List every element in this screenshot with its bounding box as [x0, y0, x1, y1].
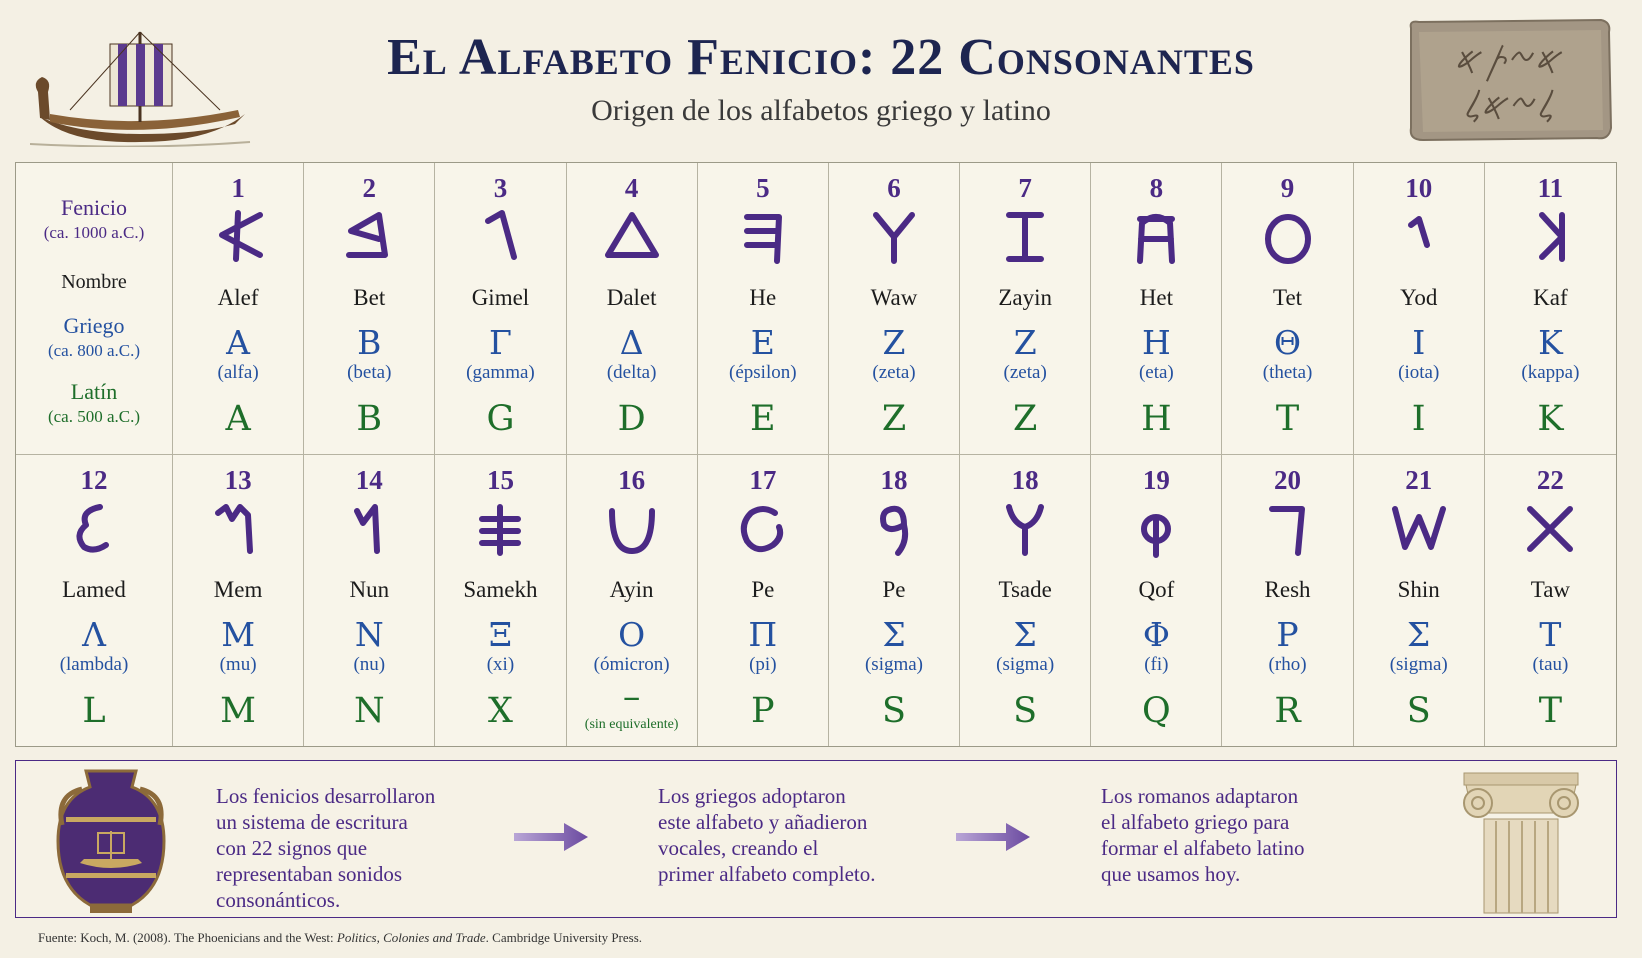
letter-name: Lamed [62, 576, 126, 602]
letter-number: 4 [624, 173, 639, 203]
p2-line: primer alfabeto completo. [658, 862, 876, 886]
letter-number: 17 [749, 464, 777, 495]
letter-name: Ayin [609, 576, 654, 602]
phoenician-glyph [602, 209, 662, 267]
greek-letter: Ζ [1013, 323, 1037, 362]
greek-name: (ómicron) [593, 653, 670, 675]
letter-cell [16, 455, 173, 747]
latin-letter: R [1274, 690, 1301, 731]
letter-number: 21 [1405, 464, 1433, 495]
latin-letter: Z [881, 399, 907, 439]
label-fenicio-date: (ca. 1000 a.C.) [43, 223, 145, 242]
greek-name: (mu) [219, 653, 257, 675]
latin-letter: M [220, 690, 256, 731]
phoenician-glyph [1389, 209, 1449, 267]
letter-name: Pe [882, 576, 906, 602]
greek-letter: Ξ [488, 614, 513, 654]
latin-letter: B [356, 399, 383, 439]
phoenician-glyph [864, 209, 924, 267]
greek-name: (eta) [1138, 362, 1174, 383]
arrow-right-icon [956, 819, 1032, 859]
p3-line: el alfabeto griego para [1101, 810, 1290, 834]
letter-name: Tsade [998, 576, 1052, 602]
ionic-column-illustration [1456, 769, 1586, 918]
greek-name: (sigma) [996, 653, 1055, 675]
letter-name: Samekh [463, 576, 538, 602]
latin-letter: A [225, 399, 251, 439]
latin-letter: S [1406, 690, 1431, 731]
phoenician-glyph [208, 209, 268, 267]
label-fenicio: Fenicio [61, 195, 127, 220]
greek-name: (xi) [486, 653, 515, 675]
phoenician-glyph [1258, 209, 1318, 267]
letter-number: 7 [1018, 173, 1032, 203]
letter-number: 13 [224, 464, 252, 495]
letter-cell [304, 163, 435, 455]
letter-name: Qof [1138, 576, 1175, 602]
greek-name: (theta) [1262, 362, 1313, 383]
letter-cell [1222, 455, 1353, 747]
latin-letter: X [487, 690, 513, 731]
phoenician-glyph [470, 501, 530, 559]
greek-name: (zeta) [1003, 362, 1047, 383]
greek-letter: Η [1141, 323, 1171, 362]
letter-cell [1091, 163, 1222, 455]
phoenician-glyph [470, 209, 530, 267]
header [0, 0, 1642, 150]
p1-line: consonánticos. [216, 888, 341, 912]
greek-name: (tau) [1532, 653, 1569, 675]
letter-cell [1222, 163, 1353, 455]
letter-cell [173, 455, 304, 747]
alphabet-table [15, 162, 1617, 747]
letter-cell [1354, 455, 1485, 747]
letter-cell [1485, 455, 1616, 747]
greek-letter: Σ [1013, 614, 1037, 654]
letter-name: Taw [1530, 576, 1571, 602]
letter-cell [829, 163, 960, 455]
p1-line: Los fenicios desarrollaron [216, 784, 436, 808]
letter-cell [698, 163, 829, 455]
label-latin: Latín [70, 379, 118, 404]
letter-number: 12 [80, 464, 108, 495]
letter-name: Dalet [606, 285, 657, 310]
p1-line: representaban sonidos [216, 862, 403, 886]
phoenician-glyph [1389, 501, 1449, 559]
latin-letter: T [1275, 399, 1300, 439]
letter-number: 19 [1142, 464, 1170, 495]
letter-name: He [749, 285, 777, 310]
letter-number: 9 [1280, 173, 1295, 203]
greek-letter: Γ [488, 323, 512, 362]
greek-letter: Τ [1539, 614, 1562, 654]
letter-number: 2 [362, 173, 377, 203]
phoenician-glyph [733, 209, 793, 267]
history-panel [15, 760, 1617, 918]
greek-letter: Π [748, 614, 778, 654]
letter-name: Nun [349, 576, 390, 602]
letter-number: 1 [231, 173, 245, 203]
p2-line: este alfabeto y añadieron [658, 810, 868, 834]
latin-letter: P [751, 690, 775, 731]
arrow-right-icon [514, 819, 590, 859]
letter-cell [567, 455, 698, 747]
greek-letter: Ν [354, 614, 384, 654]
letter-name: Shin [1397, 576, 1440, 602]
greek-name: (kappa) [1521, 362, 1580, 383]
greek-letter: Ζ [882, 323, 906, 362]
row-labels-top [16, 163, 173, 455]
label-nombre: Nombre [61, 271, 127, 293]
greek-name: (zeta) [872, 362, 916, 383]
latin-letter: Q [1142, 690, 1171, 731]
letter-cell [173, 163, 304, 455]
phoenician-glyph [733, 501, 793, 559]
letter-name: Waw [870, 285, 918, 310]
greek-name: (rho) [1268, 653, 1307, 675]
phoenician-glyph [1126, 501, 1186, 559]
phoenician-glyph [208, 501, 268, 559]
letter-cell [567, 163, 698, 455]
letter-name: Mem [213, 576, 263, 602]
letter-number: 10 [1405, 173, 1433, 203]
letter-name: Pe [751, 576, 775, 602]
latin-letter: G [486, 399, 515, 439]
greek-name: (lambda) [59, 653, 129, 675]
greek-name: (gamma) [466, 362, 535, 383]
label-latin-date: (ca. 500 a.C.) [47, 407, 141, 426]
greek-letter: Β [357, 323, 382, 362]
letter-cell [1354, 163, 1485, 455]
greek-letter: Λ [82, 614, 106, 654]
phoenician-glyph [1520, 209, 1580, 267]
p2-line: Los griegos adoptaron [658, 784, 846, 808]
p3-line: Los romanos adaptaron [1101, 784, 1299, 808]
greek-letter: Φ [1142, 614, 1170, 654]
latin-letter: D [617, 399, 646, 439]
letter-number: 16 [618, 464, 646, 495]
letter-name: Bet [353, 285, 386, 310]
p3-line: formar el alfabeto latino [1101, 836, 1305, 860]
amphora-illustration [46, 765, 176, 919]
page-subtitle: Origen de los alfabetos griego y latino [591, 94, 1051, 127]
greek-letter: Θ [1274, 323, 1302, 362]
greek-letter: Ο [618, 614, 646, 654]
p1-line: un sistema de escritura [216, 810, 408, 834]
greek-letter: Δ [619, 323, 644, 362]
paragraph-romans [1101, 783, 1381, 887]
latin-letter: H [1141, 399, 1172, 439]
greek-letter: Ρ [1276, 614, 1299, 654]
p2-line: vocales, creando el [658, 836, 819, 860]
letter-number: 22 [1536, 464, 1564, 495]
phoenician-glyph [1126, 209, 1186, 267]
paragraph-phoenicians [216, 783, 496, 913]
phoenician-glyph [339, 501, 399, 559]
letter-number: 20 [1274, 464, 1302, 495]
phoenician-glyph [64, 501, 124, 559]
latin-letter: N [353, 690, 385, 731]
greek-letter: Κ [1538, 323, 1563, 362]
letter-cell [1091, 455, 1222, 747]
page-title: El Alfabeto Fenicio: 22 Consonantes [387, 29, 1255, 86]
source-title: Politics, Colonies and Trade [336, 930, 486, 945]
letter-name: Alef [217, 285, 259, 310]
letter-name: Gimel [471, 285, 530, 310]
letter-cell [435, 163, 566, 455]
greek-name: (fi) [1144, 653, 1169, 675]
phoenician-glyph [339, 209, 399, 267]
inscription-row-1: 𐤀𐤆𐤕𐤀 [1455, 39, 1565, 83]
letter-cell [829, 455, 960, 747]
letter-cell [435, 455, 566, 747]
letter-number: 8 [1149, 173, 1164, 203]
latin-letter: S [1013, 690, 1038, 731]
latin-note: (sin equivalente) [584, 716, 679, 732]
latin-letter: E [750, 399, 776, 439]
phoenician-glyph [864, 501, 924, 559]
label-griego-date: (ca. 800 a.C.) [47, 341, 141, 360]
greek-letter: Μ [221, 614, 255, 654]
inscription-stone [1405, 18, 1615, 147]
paragraph-greeks [658, 783, 938, 887]
letter-number: 18 [1011, 464, 1039, 495]
greek-name: (alfa) [217, 362, 259, 383]
source-citation [38, 930, 642, 946]
greek-name: (nu) [353, 653, 386, 675]
letter-number: 3 [493, 173, 508, 203]
greek-name: (sigma) [864, 653, 924, 675]
greek-name: (épsilon) [729, 362, 797, 383]
greek-letter: Α [226, 323, 250, 362]
greek-letter: Σ [882, 614, 906, 654]
letter-number: 5 [756, 173, 770, 203]
source-suffix: . Cambridge University Press. [485, 930, 643, 945]
greek-name: (delta) [606, 362, 657, 383]
phoenician-glyph [995, 209, 1055, 267]
phoenician-glyph [602, 501, 662, 559]
greek-name: (sigma) [1389, 653, 1448, 675]
greek-letter: Ε [750, 323, 775, 362]
letter-number: 18 [880, 464, 908, 495]
latin-letter: S [882, 690, 906, 731]
letter-name: Kaf [1533, 285, 1568, 310]
greek-name: (iota) [1398, 362, 1440, 383]
letter-name: Het [1139, 285, 1173, 310]
phoenician-glyph [1258, 501, 1318, 559]
p1-line: con 22 signos que [216, 836, 368, 860]
letter-name: Resh [1264, 576, 1311, 602]
greek-letter: Ι [1412, 323, 1426, 362]
letter-cell [304, 455, 435, 747]
greek-name: (beta) [347, 362, 392, 383]
latin-letter: K [1537, 399, 1564, 439]
latin-letter: L [82, 690, 106, 731]
label-griego: Griego [63, 313, 125, 338]
letter-name: Zayin [998, 285, 1052, 310]
phoenician-glyph [1520, 501, 1580, 559]
letter-number: 14 [355, 464, 383, 495]
letter-cell [960, 163, 1091, 455]
source-prefix: Fuente: Koch, M. (2008). The Phoenicians and the West: [38, 930, 337, 945]
letter-number: 15 [486, 464, 514, 495]
letter-cell [1485, 163, 1616, 455]
p3-line: que usamos hoy. [1101, 862, 1241, 886]
latin-letter: – [622, 676, 641, 717]
latin-letter: I [1411, 399, 1426, 439]
greek-name: (pi) [749, 653, 777, 675]
greek-letter: Σ [1407, 614, 1431, 654]
letter-number: 6 [887, 173, 901, 203]
letter-name: Tet [1273, 285, 1303, 310]
letter-name: Yod [1400, 285, 1438, 310]
latin-letter: Z [1013, 399, 1038, 439]
letter-cell [960, 455, 1091, 747]
inscription-row-2: 𐤋𐤆𐤀𐤋 [1464, 85, 1556, 129]
phoenician-glyph [995, 501, 1055, 559]
letter-cell [698, 455, 829, 747]
letter-number: 11 [1537, 173, 1564, 203]
latin-letter: T [1538, 690, 1563, 731]
